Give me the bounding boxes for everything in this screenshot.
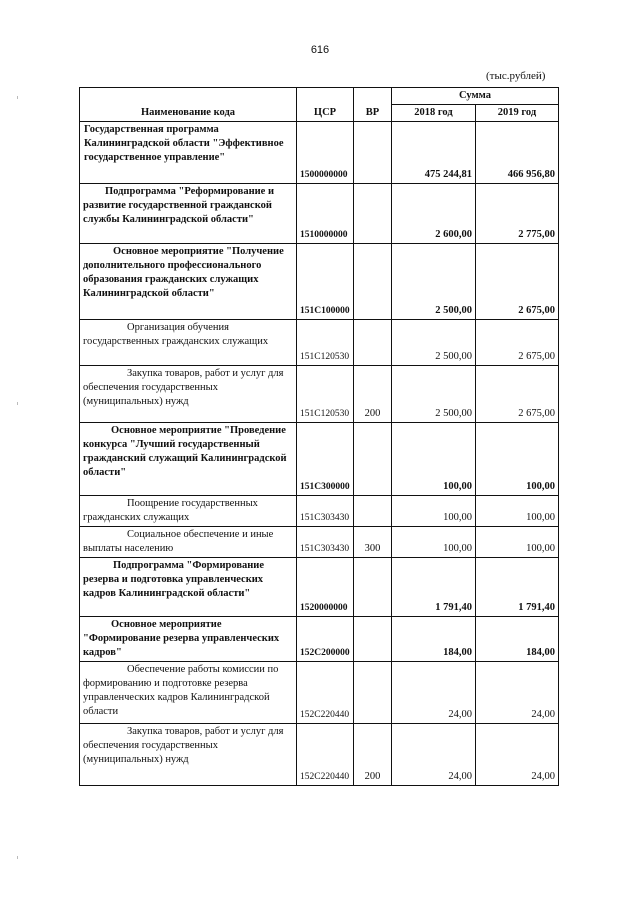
row-sum-2018: 184,00 xyxy=(392,617,476,662)
row-vr xyxy=(354,496,392,527)
table-row xyxy=(80,320,559,366)
row-csr: 1500000000 xyxy=(297,122,354,184)
table-row xyxy=(80,527,559,558)
row-csr: 151С120530 xyxy=(297,320,354,366)
row-vr xyxy=(354,558,392,617)
row-sum-2018: 2 600,00 xyxy=(392,184,476,244)
row-name: Организация обучения государственных гражданских служащих xyxy=(80,320,297,366)
row-sum-2018: 2 500,00 xyxy=(392,320,476,366)
scan-mark xyxy=(17,856,18,859)
row-sum-2018: 100,00 xyxy=(392,527,476,558)
row-vr xyxy=(354,617,392,662)
table-row xyxy=(80,724,559,786)
row-name: Подпрограмма "Реформирование и развитие государственной гражданской службы Калининградской области" xyxy=(80,184,297,244)
row-csr: 151С303430 xyxy=(297,527,354,558)
row-name: Основное мероприятие "Получение дополнительного профессионального образования гражданских служащих Калининградской области" xyxy=(80,244,297,320)
row-csr: 151С100000 xyxy=(297,244,354,320)
row-sum-2019: 2 775,00 xyxy=(476,184,559,244)
row-csr: 152С220440 xyxy=(297,724,354,786)
units-label: (тыс.рублей) xyxy=(486,70,546,82)
row-sum-2018: 100,00 xyxy=(392,496,476,527)
row-sum-2018: 2 500,00 xyxy=(392,366,476,423)
row-sum-2019: 24,00 xyxy=(476,662,559,724)
row-csr: 152С200000 xyxy=(297,617,354,662)
row-name: Обеспечение работы комиссии по формированию и подготовке резерва управленческих кадров Калининградской области xyxy=(80,662,297,724)
table-row xyxy=(80,423,559,496)
row-sum-2019: 466 956,80 xyxy=(476,122,559,184)
row-vr xyxy=(354,122,392,184)
row-name: Подпрограмма "Формирование резерва и подготовка управленческих кадров Калининградской области" xyxy=(80,558,297,617)
row-name: Основное мероприятие "Проведение конкурса "Лучший государственный гражданский служащий Калининградской области" xyxy=(80,423,297,496)
row-csr: 1510000000 xyxy=(297,184,354,244)
row-csr: 1520000000 xyxy=(297,558,354,617)
row-name: Государственная программа Калининградской области "Эффективное государственное управление" xyxy=(80,122,297,184)
row-csr: 151С120530 xyxy=(297,366,354,423)
row-sum-2019: 2 675,00 xyxy=(476,366,559,423)
table-row xyxy=(80,617,559,662)
row-sum-2018: 2 500,00 xyxy=(392,244,476,320)
table-row xyxy=(80,496,559,527)
row-sum-2019: 2 675,00 xyxy=(476,320,559,366)
row-name: Закупка товаров, работ и услуг для обеспечения государственных (муниципальных) нужд xyxy=(80,366,297,423)
row-name: Социальное обеспечение и иные выплаты населению xyxy=(80,527,297,558)
row-vr xyxy=(354,184,392,244)
row-vr: 200 xyxy=(354,724,392,786)
row-csr: 151С303430 xyxy=(297,496,354,527)
row-vr xyxy=(354,320,392,366)
row-name: Поощрение государственных гражданских служащих xyxy=(80,496,297,527)
table-row xyxy=(80,366,559,423)
row-vr xyxy=(354,244,392,320)
row-sum-2019: 100,00 xyxy=(476,423,559,496)
row-vr xyxy=(354,423,392,496)
row-sum-2019: 100,00 xyxy=(476,527,559,558)
table-row xyxy=(80,662,559,724)
row-csr: 152С220440 xyxy=(297,662,354,724)
row-sum-2018: 475 244,81 xyxy=(392,122,476,184)
row-vr: 200 xyxy=(354,366,392,423)
row-name: Основное мероприятие "Формирование резерва управленческих кадров" xyxy=(80,617,297,662)
header-csr: ЦСР xyxy=(297,88,354,122)
row-sum-2019: 1 791,40 xyxy=(476,558,559,617)
row-sum-2019: 24,00 xyxy=(476,724,559,786)
row-sum-2019: 184,00 xyxy=(476,617,559,662)
row-vr: 300 xyxy=(354,527,392,558)
header-2018: 2018 год xyxy=(392,105,476,122)
row-csr: 151С300000 xyxy=(297,423,354,496)
table-row xyxy=(80,184,559,244)
header-sum: Сумма xyxy=(392,88,559,105)
scan-mark xyxy=(17,96,18,99)
page-number: 616 xyxy=(310,44,330,56)
table-row xyxy=(80,244,559,320)
header-vr: ВР xyxy=(354,88,392,122)
row-sum-2018: 24,00 xyxy=(392,724,476,786)
row-sum-2019: 2 675,00 xyxy=(476,244,559,320)
row-vr xyxy=(354,662,392,724)
table-row xyxy=(80,558,559,617)
budget-table xyxy=(79,87,559,786)
row-sum-2019: 100,00 xyxy=(476,496,559,527)
row-sum-2018: 1 791,40 xyxy=(392,558,476,617)
scan-mark xyxy=(17,402,18,405)
header-2019: 2019 год xyxy=(476,105,559,122)
header-name: Наименование кода xyxy=(80,88,297,122)
table-row xyxy=(80,122,559,184)
row-sum-2018: 100,00 xyxy=(392,423,476,496)
table-body xyxy=(80,122,559,786)
row-name: Закупка товаров, работ и услуг для обеспечения государственных (муниципальных) нужд xyxy=(80,724,297,786)
row-sum-2018: 24,00 xyxy=(392,662,476,724)
